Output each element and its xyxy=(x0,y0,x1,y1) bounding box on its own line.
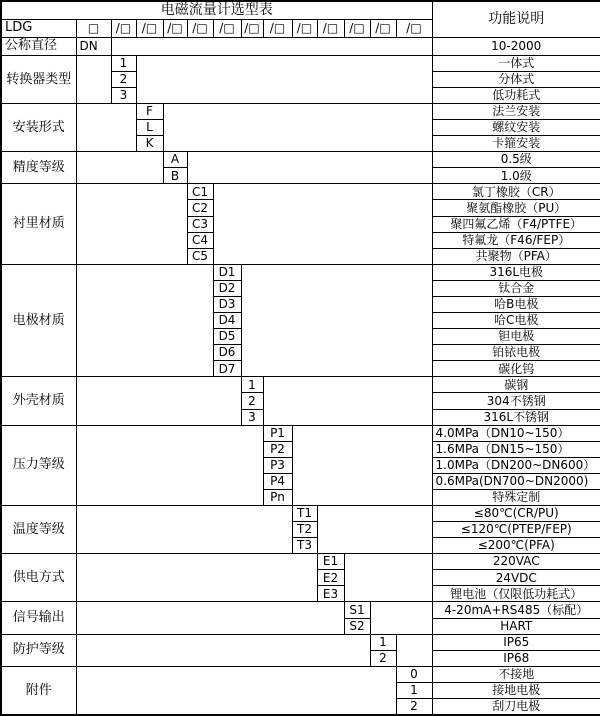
code-cell: T1 xyxy=(292,505,317,521)
code-cell: F xyxy=(136,104,163,120)
desc-cell: 螺纹安装 xyxy=(432,120,600,136)
code-cell: C4 xyxy=(187,232,213,248)
desc-cell: ≤80℃(CR/PU) xyxy=(432,505,600,521)
table-row xyxy=(1,152,600,168)
code-cell: S1 xyxy=(344,602,370,618)
code-cell: A xyxy=(163,152,187,168)
section-label: 安装形式 xyxy=(1,104,76,152)
code-cell: P2 xyxy=(263,441,292,457)
desc-cell: 分体式 xyxy=(432,71,600,87)
model-slot-cell: /□ xyxy=(241,19,263,37)
filler-cell xyxy=(241,264,432,377)
desc-cell: 哈C电极 xyxy=(432,313,600,329)
code-cell: E2 xyxy=(317,570,344,586)
code-cell: D6 xyxy=(213,345,241,361)
desc-cell: 钽电极 xyxy=(432,329,600,345)
section-label: 信号输出 xyxy=(1,602,76,634)
code-cell: 1 xyxy=(241,377,263,393)
filler-cell xyxy=(76,505,292,553)
filler-cell xyxy=(76,264,213,377)
code-cell: T3 xyxy=(292,538,317,554)
code-cell: B xyxy=(163,168,187,184)
code-cell: D5 xyxy=(213,329,241,345)
filler-cell xyxy=(76,634,370,666)
model-slot-cell: /□ xyxy=(292,19,317,37)
model-slot-cell: /□ xyxy=(370,19,396,37)
code-cell: D3 xyxy=(213,296,241,312)
desc-cell: 特殊定制 xyxy=(432,489,600,505)
desc-cell: HART xyxy=(432,618,600,634)
desc-cell: 铂铱电极 xyxy=(432,345,600,361)
desc-cell: ≤200℃(PFA) xyxy=(432,538,600,554)
desc-cell: 不接地 xyxy=(432,666,600,682)
code-cell: P4 xyxy=(263,473,292,489)
filler-cell xyxy=(317,505,432,553)
section-label: 衬里材质 xyxy=(1,184,76,264)
code-cell: D7 xyxy=(213,361,241,377)
filler-cell xyxy=(76,602,344,634)
code-cell: T2 xyxy=(292,522,317,538)
desc-cell: 氯丁橡胶（CR） xyxy=(432,184,600,200)
model-slot-cell: /□ xyxy=(187,19,213,37)
desc-cell: 1.0MPa（DN200~DN600） xyxy=(432,457,600,473)
section-label: 附件 xyxy=(1,666,76,715)
section-label: 压力等级 xyxy=(1,425,76,505)
table-row xyxy=(1,554,600,570)
desc-cell: 10-2000 xyxy=(432,37,600,55)
desc-cell: 304不锈钢 xyxy=(432,393,600,409)
filler-cell xyxy=(370,602,432,634)
filler-cell xyxy=(163,104,432,152)
code-cell: C2 xyxy=(187,200,213,216)
desc-cell: 哈B电极 xyxy=(432,296,600,312)
filler-cell xyxy=(136,55,432,103)
code-cell: 2 xyxy=(111,71,136,87)
code-cell: D1 xyxy=(213,264,241,280)
desc-cell: 1.6MPa（DN15~150） xyxy=(432,441,600,457)
code-cell: 3 xyxy=(111,87,136,103)
desc-cell: 聚氨酯橡胶（PU） xyxy=(432,200,600,216)
filler-cell xyxy=(76,666,396,715)
filler-cell xyxy=(213,184,432,264)
code-cell: C1 xyxy=(187,184,213,200)
desc-cell: 共聚物（PFA） xyxy=(432,248,600,264)
code-cell: C5 xyxy=(187,248,213,264)
table-row xyxy=(1,264,600,280)
code-cell: 2 xyxy=(396,698,432,715)
desc-cell: 卡箍安装 xyxy=(432,136,600,152)
filler-cell xyxy=(76,152,163,184)
code-cell: E1 xyxy=(317,554,344,570)
code-cell: 1 xyxy=(111,55,136,71)
dn-row xyxy=(1,37,600,55)
model-prefix: LDG xyxy=(1,19,76,37)
filler-cell xyxy=(263,377,432,425)
model-slot-cell: /□ xyxy=(163,19,187,37)
section-label: 外壳材质 xyxy=(1,377,76,425)
desc-cell: 接地电极 xyxy=(432,682,600,698)
code-cell: P1 xyxy=(263,425,292,441)
code-cell: P3 xyxy=(263,457,292,473)
table-row xyxy=(1,634,600,650)
code-cell: D2 xyxy=(213,280,241,296)
table-row xyxy=(1,377,600,393)
code-cell: Pn xyxy=(263,489,292,505)
model-slot-cell: /□ xyxy=(136,19,163,37)
filler-cell xyxy=(292,425,432,505)
filler-cell xyxy=(187,152,432,184)
model-slot-cell: /□ xyxy=(263,19,292,37)
filler-cell xyxy=(344,554,432,602)
code-cell: 0 xyxy=(396,666,432,682)
section-label: 防护等级 xyxy=(1,634,76,666)
table-row xyxy=(1,425,600,441)
filler-cell xyxy=(76,554,317,602)
code-cell: S2 xyxy=(344,618,370,634)
section-label: 电极材质 xyxy=(1,264,76,377)
desc-cell: 0.5级 xyxy=(432,152,600,168)
desc-cell: ≤120℃(PTEP/FEP) xyxy=(432,522,600,538)
filler-cell xyxy=(111,37,432,55)
code-cell: DN xyxy=(76,37,111,55)
desc-cell: 0.6MPa(DN700~DN2000) xyxy=(432,473,600,489)
code-cell: E3 xyxy=(317,586,344,602)
filler-cell xyxy=(396,634,432,666)
desc-cell: 316L不锈钢 xyxy=(432,409,600,425)
function-header: 功能说明 xyxy=(432,1,600,37)
desc-cell: IP68 xyxy=(432,650,600,666)
model-slot-cell: /□ xyxy=(344,19,370,37)
title-row xyxy=(1,1,600,19)
desc-cell: 碳钢 xyxy=(432,377,600,393)
code-cell: D4 xyxy=(213,313,241,329)
code-cell: C3 xyxy=(187,216,213,232)
code-cell: 2 xyxy=(241,393,263,409)
desc-cell: 锂电池（仅限低功耗式） xyxy=(432,586,600,602)
desc-cell: 4-20mA+RS485（标配） xyxy=(432,602,600,618)
desc-cell: 法兰安装 xyxy=(432,104,600,120)
code-cell: L xyxy=(136,120,163,136)
desc-cell: 特氟龙（F46/FEP） xyxy=(432,232,600,248)
table-row xyxy=(1,55,600,71)
section-label: 公称直径 xyxy=(1,37,76,55)
table-row xyxy=(1,184,600,200)
section-label: 转换器类型 xyxy=(1,55,76,103)
table-row xyxy=(1,104,600,120)
page-title: 电磁流量计选型表 xyxy=(1,1,432,19)
desc-cell: 刮刀电极 xyxy=(432,698,600,715)
filler-cell xyxy=(76,104,136,152)
code-cell: K xyxy=(136,136,163,152)
section-label: 精度等级 xyxy=(1,152,76,184)
desc-cell: 碳化钨 xyxy=(432,361,600,377)
desc-cell: 4.0MPa（DN10~150） xyxy=(432,425,600,441)
desc-cell: 1.0级 xyxy=(432,168,600,184)
desc-cell: 钛合金 xyxy=(432,280,600,296)
code-cell: 3 xyxy=(241,409,263,425)
desc-cell: 一体式 xyxy=(432,55,600,71)
desc-cell: 聚四氟乙烯（F4/PTFE） xyxy=(432,216,600,232)
section-label: 温度等级 xyxy=(1,505,76,553)
filler-cell xyxy=(76,377,241,425)
model-slot-cell: /□ xyxy=(396,19,432,37)
filler-cell xyxy=(76,184,187,264)
table-row xyxy=(1,666,600,682)
desc-cell: 220VAC xyxy=(432,554,600,570)
section-label: 供电方式 xyxy=(1,554,76,602)
desc-cell: 316L电极 xyxy=(432,264,600,280)
desc-cell: 24VDC xyxy=(432,570,600,586)
model-slot-cell: /□ xyxy=(111,19,136,37)
table-row xyxy=(1,602,600,618)
model-slot-cell: /□ xyxy=(317,19,344,37)
code-cell: 1 xyxy=(370,634,396,650)
model-slot-cell: /□ xyxy=(213,19,241,37)
model-box-cell: □ xyxy=(76,19,111,37)
filler-cell xyxy=(76,55,111,103)
filler-cell xyxy=(76,425,263,505)
code-cell: 2 xyxy=(370,650,396,666)
desc-cell: 低功耗式 xyxy=(432,87,600,103)
desc-cell: IP65 xyxy=(432,634,600,650)
table-row xyxy=(1,505,600,521)
code-cell: 1 xyxy=(396,682,432,698)
